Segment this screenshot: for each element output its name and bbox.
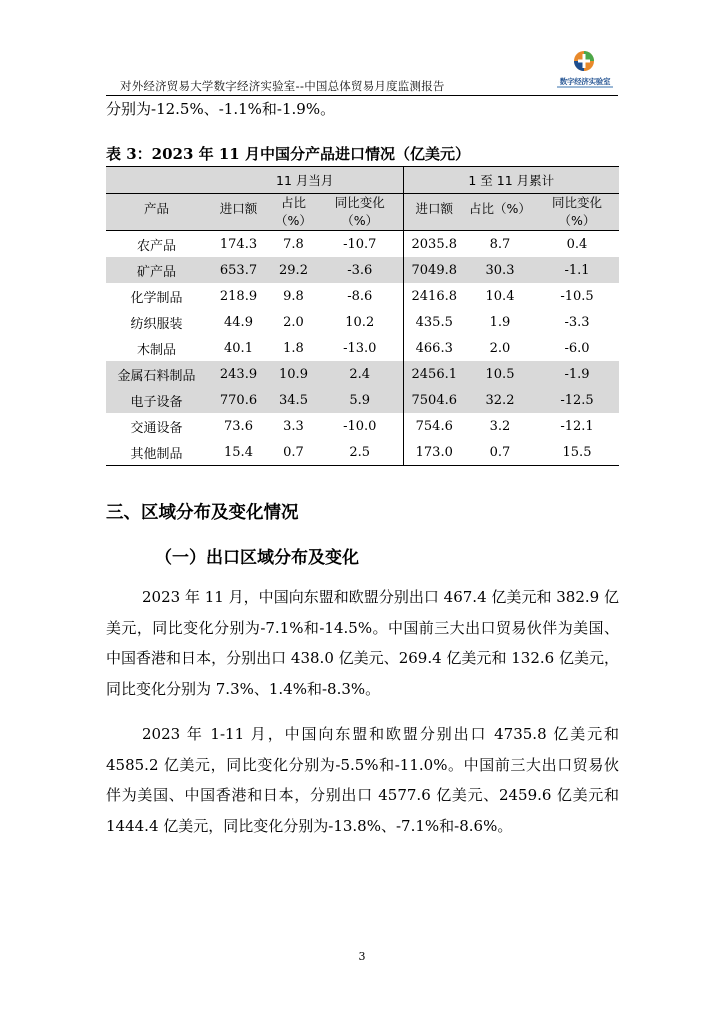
value-cell: 15.5 [535, 439, 619, 466]
value-cell: 1.8 [283, 340, 304, 356]
col-header-share-cum: 占比（%） [465, 194, 535, 231]
header-rule [106, 95, 618, 96]
paragraph-2: 2023 年 1-11 月，中国向东盟和欧盟分别出口 4735.8 亿美元和 4585.2 亿美元，同比变化分别为-5.5%和-11.0%。中国前三大出口贸易伙伴为美国、中国香港和日本，分别出口 4577.6 亿美元、2459.6 亿美元和 1444.4 亿美元，同比变化分别为-13.8%、-7.1%和-8.6%。 [106, 725, 619, 835]
value-cell: 0.4 [566, 236, 588, 252]
col-header-import-cum: 进口额 [403, 194, 465, 231]
import-table [106, 166, 619, 466]
value-cell: 5.9 [349, 392, 371, 408]
value-cell: 2.4 [349, 366, 371, 382]
table-row [106, 231, 619, 258]
column-header-row [106, 194, 619, 231]
value-cell: 218.9 [219, 288, 258, 304]
value-cell: -12.5 [560, 392, 594, 408]
lab-logo [553, 50, 617, 92]
value-cell: 1.9 [489, 314, 511, 330]
table-row [106, 361, 619, 387]
product-cell: 矿产品 [136, 264, 176, 280]
value-cell: -6.0 [564, 340, 590, 356]
section-subheading: （一）出口区域分布及变化 [155, 548, 359, 568]
value-cell: 0.7 [465, 439, 535, 466]
value-cell: 3.2 [489, 418, 511, 434]
value-cell: 653.7 [219, 262, 258, 278]
continuation-text: 分别为-12.5%、-1.1%和-1.9%。 [106, 100, 336, 118]
value-cell: 435.5 [403, 309, 465, 335]
running-header: 对外经济贸易大学数字经济实验室--中国总体贸易月度监测报告 [120, 79, 445, 93]
value-cell: 10.4 [485, 288, 515, 304]
value-cell: -13.0 [343, 340, 377, 356]
logo-underline [557, 86, 613, 88]
group-header-row [106, 167, 619, 194]
product-cell: 化学制品 [130, 290, 183, 306]
value-cell: 10.2 [345, 314, 375, 330]
value-cell: 44.9 [224, 314, 253, 330]
value-cell: -1.1 [564, 262, 590, 278]
value-cell: 10.9 [279, 366, 308, 382]
table-row [106, 413, 619, 439]
value-cell: 754.6 [403, 413, 465, 439]
value-cell: -10.5 [560, 288, 594, 304]
product-cell: 电子设备 [130, 394, 183, 410]
globe-icon [573, 50, 595, 72]
table-body [106, 231, 619, 466]
product-cell: 农产品 [136, 238, 176, 254]
table-row [106, 257, 619, 283]
col-header-import: 进口额 [207, 194, 270, 231]
col-header-share: 占比 （%） [270, 194, 317, 231]
value-cell: 3.3 [283, 418, 304, 434]
value-cell: -10.0 [343, 418, 377, 434]
value-cell: 174.3 [219, 236, 258, 252]
logo-text: 数字经济实验室 [559, 77, 611, 86]
value-cell: 2.5 [317, 439, 403, 466]
table-caption: 表 3：2023 年 11 月中国分产品进口情况（亿美元） [106, 145, 470, 163]
value-cell: 40.1 [224, 340, 253, 356]
value-cell: 7.8 [283, 236, 304, 252]
value-cell: 2456.1 [403, 361, 465, 387]
product-cell: 金属石料制品 [117, 368, 196, 384]
col-header-yoy-cum: 同比变化 （%） [535, 194, 619, 231]
paragraph-1: 2023 年 11 月，中国向东盟和欧盟分别出口 467.4 亿美元和 382.9 亿美元，同比变化分别为-7.1%和-14.5%。中国前三大出口贸易伙伴为美国、中国香港和日本，分别出口 438.0 亿美元、269.4 亿美元和 132.6 亿美元，同比变化分别为 7.3%、1.4%和-8.3%。 [106, 588, 619, 698]
value-cell: 10.5 [485, 366, 515, 382]
product-cell: 纺织服装 [130, 316, 183, 332]
table-row [106, 283, 619, 309]
value-cell: -3.3 [564, 314, 590, 330]
value-cell: 7504.6 [403, 387, 465, 413]
value-cell: 0.7 [270, 439, 317, 466]
group-header-cumulative: 1 至 11 月累计 [403, 167, 619, 194]
value-cell: 9.8 [283, 288, 304, 304]
value-cell: 243.9 [219, 366, 258, 382]
value-cell: 73.6 [224, 418, 253, 434]
value-cell: 30.3 [485, 262, 515, 278]
value-cell: 34.5 [279, 392, 308, 408]
value-cell: 15.4 [207, 439, 270, 466]
value-cell: -10.7 [343, 236, 377, 252]
col-header-product: 产品 [106, 194, 207, 231]
section-heading: 三、区域分布及变化情况 [106, 503, 299, 523]
table-row [106, 335, 619, 361]
value-cell: 32.2 [485, 392, 515, 408]
group-header-empty [106, 167, 207, 194]
col-header-yoy: 同比变化 （%） [317, 194, 403, 231]
value-cell: 2.0 [283, 314, 304, 330]
value-cell: 466.3 [403, 335, 465, 361]
value-cell: -1.9 [564, 366, 590, 382]
value-cell: 770.6 [219, 392, 258, 408]
table-row [106, 309, 619, 335]
group-header-month: 11 月当月 [207, 167, 403, 194]
page-number: 3 [358, 950, 366, 963]
value-cell: -3.6 [347, 262, 373, 278]
value-cell: 29.2 [279, 262, 308, 278]
table-row [106, 439, 619, 466]
value-cell: 7049.8 [403, 257, 465, 283]
value-cell: 2035.8 [403, 231, 465, 258]
product-cell: 其他制品 [106, 439, 207, 466]
value-cell: 8.7 [489, 236, 511, 252]
value-cell: 2.0 [489, 340, 511, 356]
table-row [106, 387, 619, 413]
product-cell: 交通设备 [130, 420, 183, 436]
value-cell: 2416.8 [403, 283, 465, 309]
value-cell: 173.0 [403, 439, 465, 466]
value-cell: -8.6 [347, 288, 373, 304]
value-cell: -12.1 [560, 418, 594, 434]
product-cell: 木制品 [136, 342, 176, 358]
